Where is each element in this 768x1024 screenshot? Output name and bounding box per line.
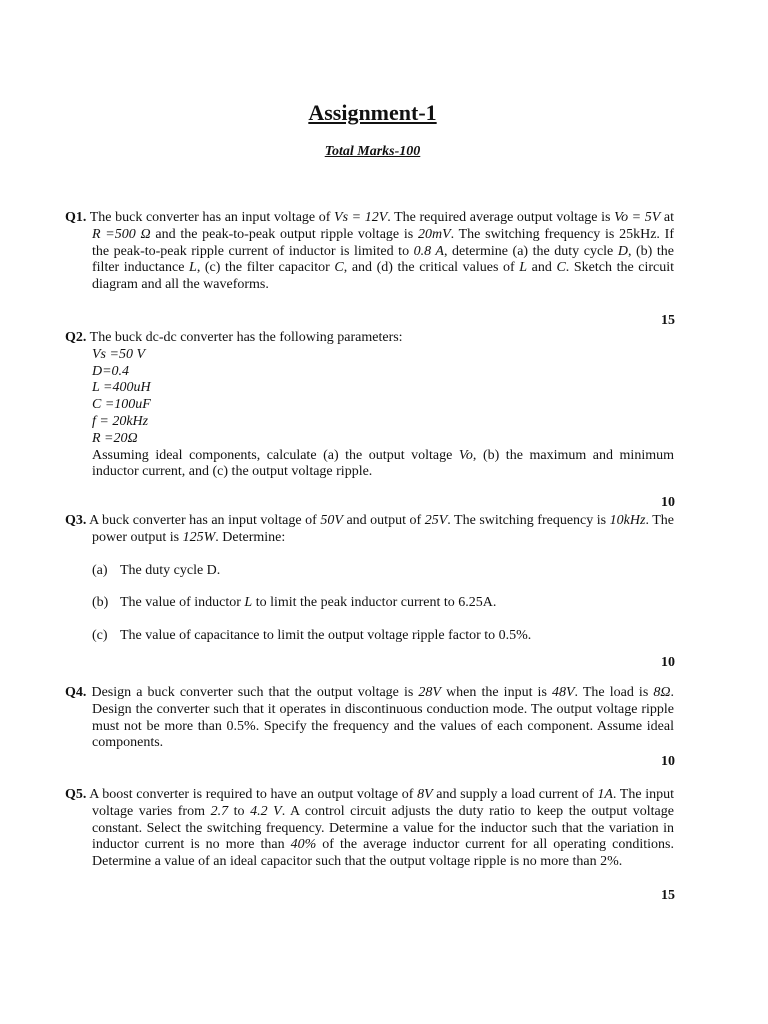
question-4 bbox=[65, 685, 674, 752]
parameter-vs: Vs =50 V bbox=[92, 346, 145, 362]
question-3 bbox=[65, 513, 674, 645]
question-3-part-b: (b) The value of inductor L to limit the peak inductor current to 6.25A. bbox=[92, 595, 497, 611]
question-number: Q3. bbox=[65, 513, 87, 528]
question-3-text: Q3. A buck converter has an input voltage of 50V and output of 25V. The switching frequency is 10kHz. The power output is 125W. Determine: bbox=[65, 513, 674, 545]
question-number: Q4. bbox=[65, 685, 87, 700]
question-1-text: Q1. The buck converter has an input voltage of Vs = 12V. The required average output voltage is Vo = 5V at R =500 Ω and the peak-to-peak output ripple voltage is 20mV. The switching frequency is 25kHz. If the peak-to-peak ripple current of inductor is limited to 0.8 A, determine (a) the duty cycle D, (b) the filter inductance L, (c) the filter capacitor C, and (d) the critical values of L and C. Sketch the circuit diagram and all the waveforms. bbox=[65, 210, 675, 293]
question-2 bbox=[65, 330, 674, 481]
question-4-text: Q4. Design a buck converter such that the output voltage is 28V when the input is 48V. The load is 8Ω. Design the converter such that it operates in discontinuous conduction mode. The output voltage ripple must not be more than 0.5%. Specify the frequency and the values of each component. Assume ideal components. bbox=[65, 685, 674, 751]
page-title: Assignment-1 bbox=[308, 100, 437, 125]
parameter-list bbox=[65, 347, 674, 448]
question-1-marks: 15 bbox=[661, 313, 675, 328]
question-number: Q2. bbox=[65, 330, 87, 345]
question-2-intro: Q2. The buck dc-dc converter has the following parameters: bbox=[65, 330, 403, 345]
parameter-l: L =400uH bbox=[92, 380, 151, 396]
question-5 bbox=[65, 787, 674, 871]
parameter-r: R =20Ω bbox=[92, 430, 138, 446]
page-subtitle: Total Marks-100 bbox=[324, 144, 421, 159]
question-3-part-c: (c) The value of capacitance to limit the output voltage ripple factor to 0.5%. bbox=[92, 628, 532, 644]
question-4-marks: 10 bbox=[661, 754, 675, 769]
question-2-task: Assuming ideal components, calculate (a) the output voltage Vo, (b) the maximum and minimum inductor current, and (c) the output voltage ripple. bbox=[92, 447, 674, 480]
question-2-marks: 10 bbox=[661, 495, 675, 510]
parameter-f: f = 20kHz bbox=[92, 413, 149, 429]
question-number: Q5. bbox=[65, 787, 87, 802]
parameter-c: C =100uF bbox=[92, 397, 151, 413]
question-1 bbox=[65, 210, 674, 294]
question-3-part-a: (a) The duty cycle D. bbox=[92, 562, 221, 578]
question-5-text: Q5. A boost converter is required to have an output voltage of 8V and supply a load current of 1A. The input voltage varies from 2.7 to 4.2 V. A control circuit adjusts the duty ratio to keep the output voltage constant. Select the switching frequency. Determine a value for the inductor such that the variation in inductor current is no more than 40% of the average inductor current for all operating conditions. Determine a value of an ideal capacitor such that the output voltage ripple is no more than 2%. bbox=[65, 787, 674, 870]
question-3-marks: 10 bbox=[661, 655, 675, 670]
parameter-d: D=0.4 bbox=[92, 363, 130, 379]
question-5-marks: 15 bbox=[661, 888, 675, 903]
question-number: Q1. bbox=[65, 210, 87, 225]
